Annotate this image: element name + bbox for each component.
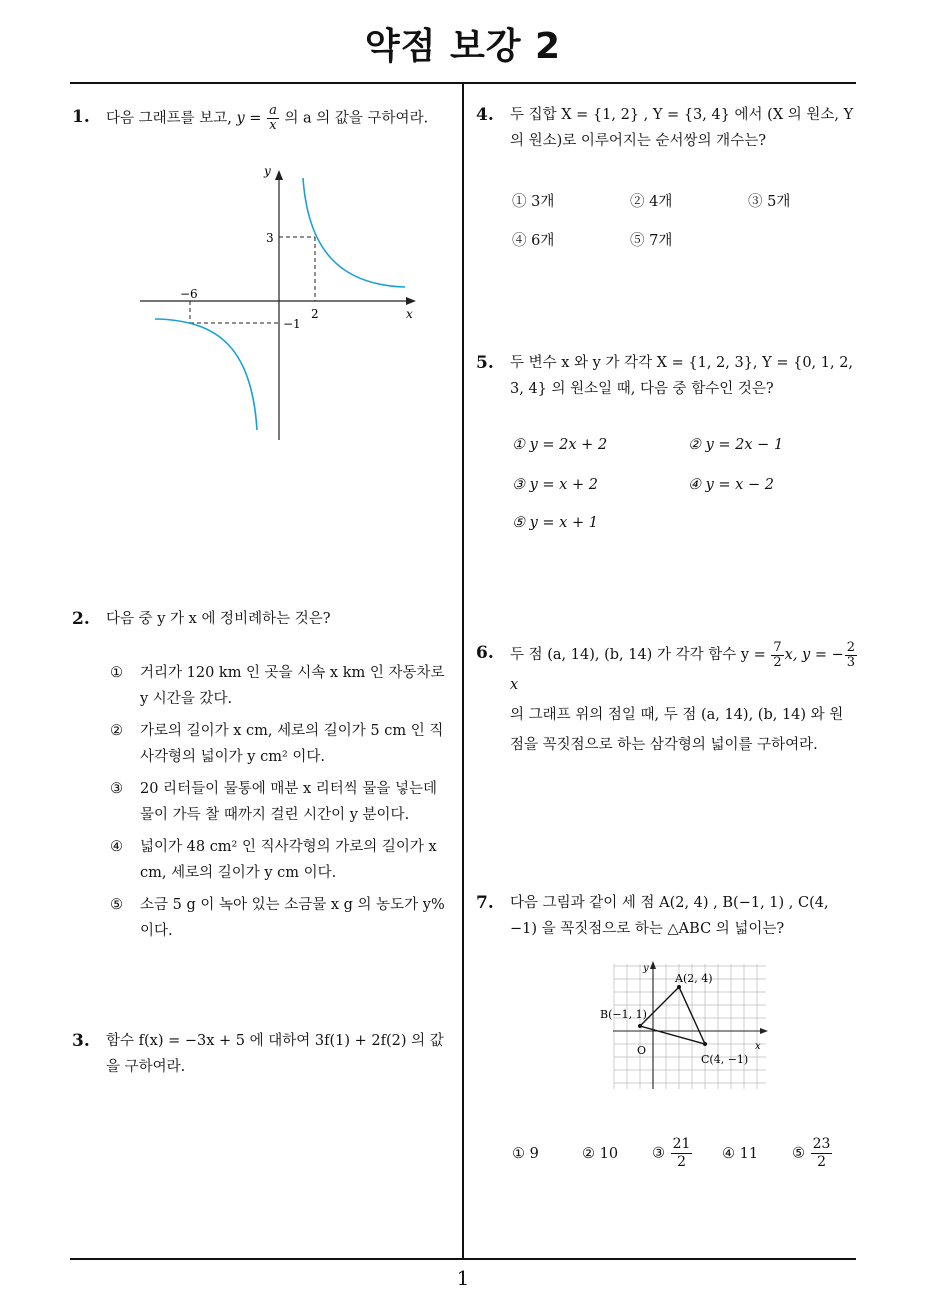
choice-mark: ③ (652, 1145, 665, 1162)
fraction-numerator: 21 (672, 1136, 691, 1152)
choice-2[interactable]: ② 4개 (630, 194, 673, 210)
page-title: 약점 보강 2 (364, 26, 562, 67)
choice-1[interactable]: ① 9 (512, 1146, 539, 1162)
triangle-figure (595, 955, 775, 1095)
choice-3[interactable] (652, 1136, 693, 1171)
equation-part: x (510, 677, 519, 693)
choice-5[interactable]: ⑤ 7개 (630, 233, 673, 249)
answer-choices (84, 660, 452, 944)
question-number: 2. (72, 609, 90, 629)
fraction (811, 1136, 833, 1171)
question-1 (72, 104, 452, 133)
x-axis-label: x (406, 307, 413, 321)
tick-label: 2 (311, 307, 319, 321)
fraction-denominator: x (269, 118, 277, 133)
label-b: B(−1, 1) (600, 1008, 647, 1021)
fraction (671, 1136, 693, 1171)
choice-5[interactable] (110, 892, 452, 944)
question-3 (72, 1028, 456, 1080)
triangle-abc (640, 987, 705, 1044)
choice-1[interactable]: ① 3개 (512, 194, 555, 210)
label-origin: O (637, 1044, 647, 1057)
equation-lhs: y = (236, 110, 262, 127)
question-text: 다음 그림과 같이 세 점 A(2, 4) , B(−1, 1) , C(4, −1) 을 꼭짓점으로 하는 △ABC 의 넓이는? (510, 895, 829, 937)
fraction-numerator: 23 (812, 1136, 831, 1152)
fraction-denominator: 2 (817, 1154, 826, 1170)
question-number: 4. (476, 105, 494, 125)
curve-branch-q3 (155, 319, 257, 430)
choice-3[interactable]: ③ 5개 (748, 194, 791, 210)
choice-text: 20 리터들이 물통에 매분 x 리터씩 물을 넣는데 물이 가득 찰 때까지 걸린 시간이 y 분이다. (140, 781, 438, 823)
choice-mark: ⑤ (110, 897, 123, 913)
y-axis-label: y (264, 164, 271, 178)
question-text-line: 의 그래프 위의 점일 때, 두 점 (a, 14), (b, 14) 와 원 (510, 707, 844, 723)
choice-4[interactable]: ④ 11 (722, 1146, 759, 1162)
fraction-denominator: 2 (773, 654, 782, 670)
choice-5[interactable]: ⑤ y = x + 1 (512, 515, 598, 531)
question-7 (476, 890, 860, 942)
choice-4[interactable]: ④ y = x − 2 (688, 477, 774, 493)
choice-1[interactable]: ① y = 2x + 2 (512, 437, 608, 453)
choice-text: 소금 5 g 이 녹아 있는 소금물 x g 의 농도가 y% 이다. (140, 897, 445, 939)
point-b (638, 1024, 642, 1028)
choice-text: 가로의 길이가 x cm, 세로의 길이가 5 cm 인 직사각형의 넓이가 y cm² 이다. (140, 723, 444, 765)
question-number: 1. (72, 107, 90, 127)
choice-mark: ④ (110, 839, 123, 855)
tick-label: 3 (266, 231, 274, 245)
y-axis-label: y (643, 963, 649, 974)
label-c: C(4, −1) (701, 1053, 749, 1066)
question-text: 두 변수 x 와 y 가 각각 X = {1, 2, 3}, Y = {0, 1, 2, 3, 4} 의 원소일 때, 다음 중 함수인 것은? (510, 355, 854, 397)
choice-2[interactable]: ② y = 2x − 1 (688, 437, 784, 453)
fraction (267, 104, 279, 133)
choice-1[interactable] (110, 660, 452, 712)
point-a (677, 985, 681, 989)
choice-2[interactable]: ② 10 (582, 1146, 619, 1162)
question-text: 다음 그래프를 보고, (106, 110, 232, 127)
choice-mark: ⑤ (792, 1145, 805, 1162)
fraction-numerator: 2 (846, 639, 856, 655)
choice-4[interactable]: ④ 6개 (512, 233, 555, 249)
choice-mark: ② (110, 723, 123, 739)
question-number: 5. (476, 353, 494, 373)
hyperbola-graph (140, 160, 430, 450)
bottom-rule (70, 1258, 856, 1260)
fraction-denominator: 2 (677, 1154, 686, 1170)
y-axis-arrow (650, 961, 656, 969)
question-5 (476, 350, 858, 402)
x-axis-label: x (755, 1041, 761, 1052)
column-divider (462, 82, 464, 1258)
question-2 (72, 606, 452, 950)
fraction-denominator: 3 (846, 654, 856, 670)
question-4 (476, 102, 858, 154)
choice-2[interactable] (110, 718, 452, 770)
fraction-numerator: a (269, 103, 277, 118)
y-axis-arrow (275, 170, 283, 180)
tick-label: −6 (180, 287, 198, 301)
page-number: 1 (456, 1266, 470, 1290)
x-axis-arrow (406, 297, 416, 305)
question-number: 6. (476, 643, 494, 663)
fraction (771, 641, 783, 670)
x-axis-arrow (760, 1028, 768, 1034)
question-number: 7. (476, 893, 494, 913)
question-text: 함수 f(x) = −3x + 5 에 대하여 3f(1) + 2f(2) 의 값을 구하여라. (106, 1033, 444, 1075)
choice-text: 거리가 120 km 인 곳을 시속 x km 인 자동차로 y 시간을 갔다. (140, 665, 445, 707)
question-text-line: 점을 꼭짓점으로 하는 삼각형의 넓이를 구하여라. (510, 737, 818, 753)
question-number: 3. (72, 1031, 90, 1051)
curve-branch-q1 (303, 178, 405, 287)
choice-3[interactable]: ③ y = x + 2 (512, 477, 598, 493)
choice-mark: ③ (110, 781, 123, 797)
point-c (703, 1042, 707, 1046)
question-6 (476, 640, 862, 760)
question-text: 두 점 (a, 14), (b, 14) 가 각각 함수 y = (510, 647, 766, 663)
question-text: 다음 중 y 가 x 에 정비례하는 것은? (106, 611, 331, 627)
question-text-tail: 의 a 의 값을 구하여라. (284, 110, 429, 127)
question-text: 두 집합 X = {1, 2} , Y = {3, 4} 에서 (X 의 원소, Y 의 원소)로 이루어지는 순서쌍의 개수는? (510, 107, 854, 149)
choice-3[interactable] (110, 776, 452, 828)
choice-4[interactable] (110, 834, 452, 886)
label-a: A(2, 4) (675, 972, 713, 985)
equation-part: x, y = − (784, 647, 844, 663)
choice-5[interactable] (792, 1136, 833, 1171)
tick-label: −1 (283, 317, 301, 331)
fraction (845, 641, 857, 670)
fraction-numerator: 7 (773, 639, 782, 655)
choice-mark: ① (110, 665, 123, 681)
choice-text: 넓이가 48 cm² 인 직사각형의 가로의 길이가 x cm, 세로의 길이가 y cm 이다. (140, 839, 437, 881)
